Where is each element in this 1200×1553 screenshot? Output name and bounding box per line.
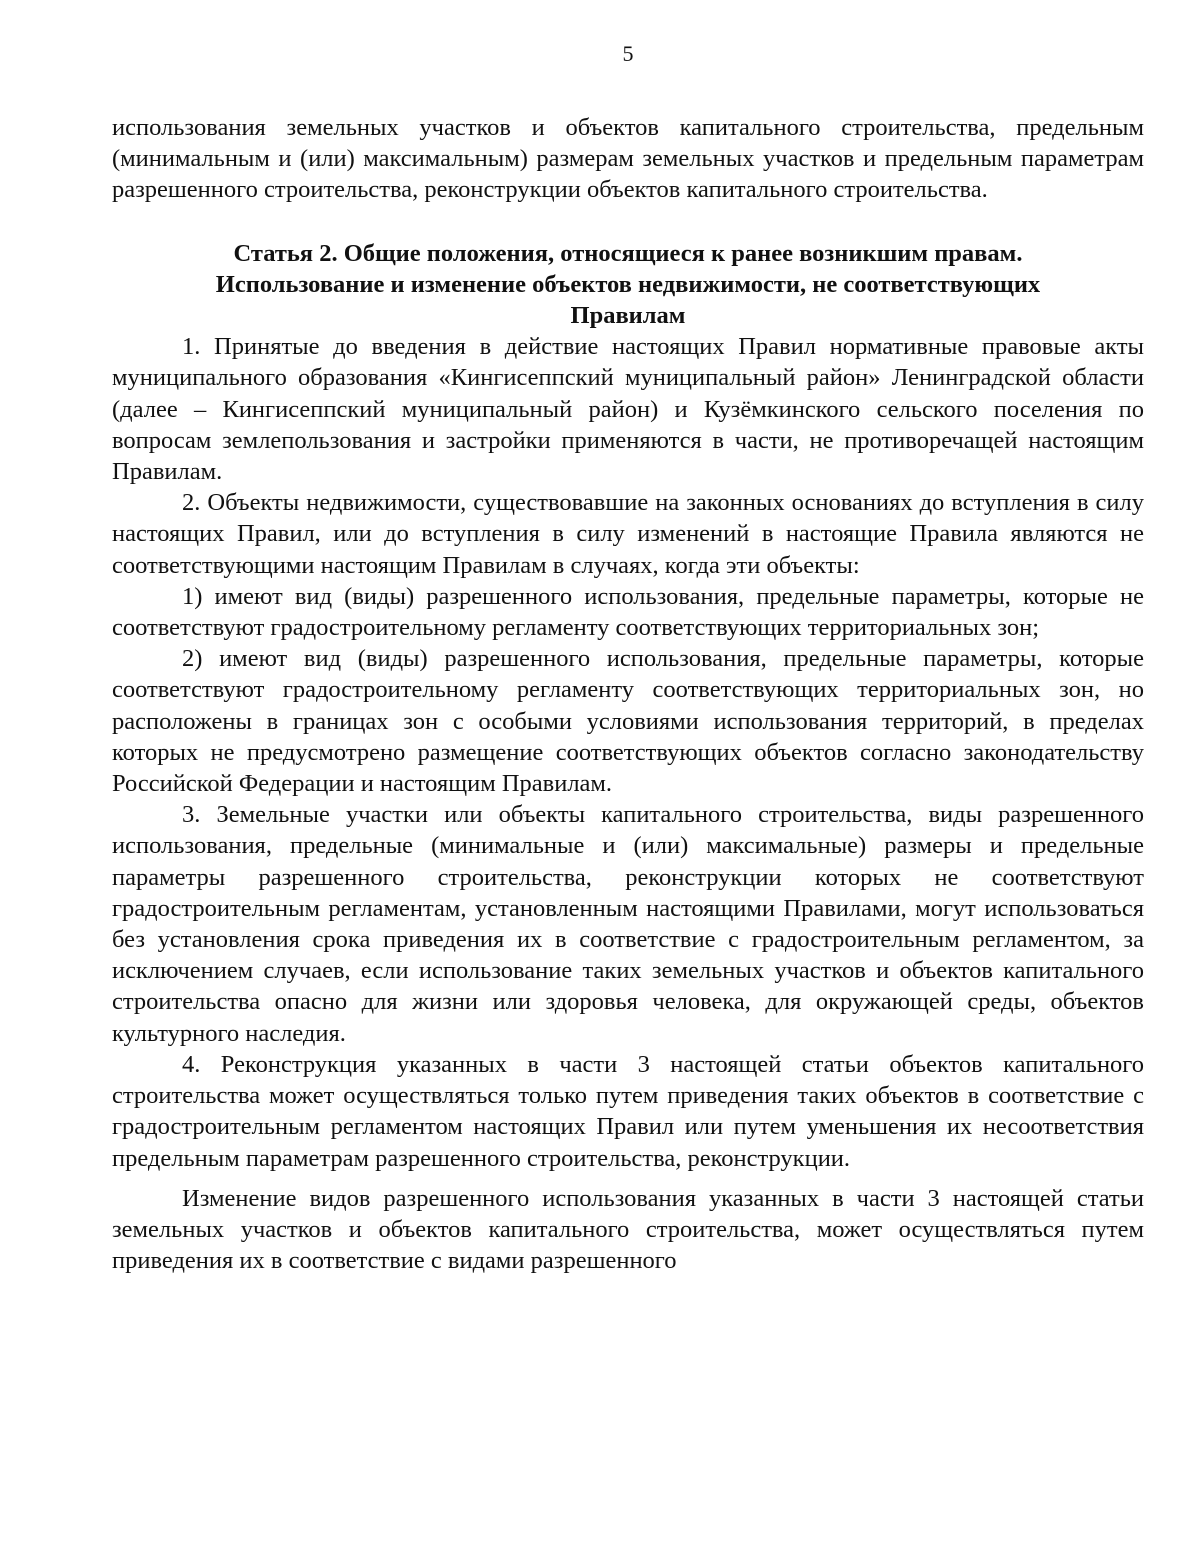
article-heading-line-1: Статья 2. Общие положения, относящиеся к ранее возникшим правам.	[233, 239, 1023, 267]
paragraph-4: 4. Реконструкция указанных в части 3 настоящей статьи объектов капитального строительства может осуществляться только путем приведения таких объектов в соответствие с градостроительным регламентом настоящих Правил или путем уменьшения их несоответствия предельным параметрам разрешенного строительства, реконструкции.	[112, 1050, 1144, 1172]
paragraph-2-item-1: 1) имеют вид (виды) разрешенного использования, предельные параметры, которые не соответствуют градостроительному регламенту соответствующих территориальных зон;	[112, 582, 1144, 642]
article-heading-line-2: Использование и изменение объектов недвижимости, не соответствующих	[215, 270, 1041, 298]
document-page	[112, 0, 1144, 1553]
paragraph-2: 2. Объекты недвижимости, существовавшие на законных основаниях до вступления в силу настоящих Правил, или до вступления в силу изменений в настоящие Правила являются не соответствующими настоящим Правилам в случаях, когда эти объекты:	[112, 489, 1144, 579]
document-body	[112, 112, 1144, 1276]
paragraph-3: 3. Земельные участки или объекты капитального строительства, виды разрешенного использования, предельные (минимальные и (или) максимальные) размеры и предельные параметры разрешенного строительства, реконструкции которых не соответствуют градостроительным регламентам, установленным настоящими Правилами, могут использоваться без установления срока приведения их в соответствие с градостроительным регламентом, за исключением случаев, если использование таких земельных участков и объектов капитального строительства опасно для жизни или здоровья человека, для окружающей среды, объектов культурного наследия.	[112, 801, 1144, 1047]
page-number: 5	[622, 41, 634, 66]
article-heading	[112, 238, 1144, 332]
article-heading-line-3: Правилам	[570, 302, 686, 330]
paragraph-spacer	[112, 1174, 1144, 1183]
intro-paragraph: использования земельных участков и объектов капитального строительства, предельным (минимальным и (или) максимальным) размерам земельных участков и предельным параметрам разрешенного строительства, реконструкции объектов капитального строительства.	[112, 114, 1144, 204]
paragraph-4-continuation: Изменение видов разрешенного использования указанных в части 3 настоящей статьи земельных участков и объектов капитального строительства, может осуществляться путем приведения их в соответствие с видами разрешенного	[112, 1184, 1144, 1275]
paragraph-2-item-2: 2) имеют вид (виды) разрешенного использования, предельные параметры, которые соответствуют градостроительному регламенту соответствующих территориальных зон, но расположены в границах зон с особыми условиями использования территорий, в пределах которых не предусмотрено размещение соответствующих объектов согласно законодательству Российской Федерации и настоящим Правилам.	[112, 645, 1144, 798]
paragraph-1: 1. Принятые до введения в действие настоящих Правил нормативные правовые акты муниципального образования «Кингисеппский муниципальный район» Ленинградской области (далее – Кингисеппский муниципальный район) и Кузёмкинского сельского поселения по вопросам землепользования и застройки применяются в части, не противоречащей настоящим Правилам.	[112, 333, 1144, 486]
